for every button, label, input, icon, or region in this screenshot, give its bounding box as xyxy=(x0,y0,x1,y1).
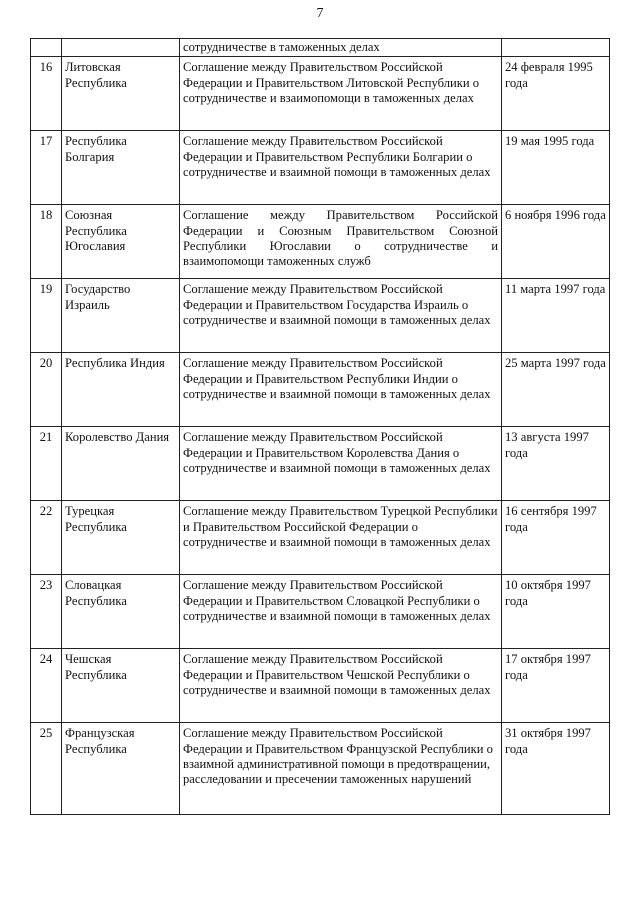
table-row xyxy=(31,501,610,575)
country-cell xyxy=(62,39,180,57)
country-cell: Турецкая Республика xyxy=(62,501,180,575)
row-number: 19 xyxy=(31,279,62,353)
table-row xyxy=(31,575,610,649)
row-number: 16 xyxy=(31,57,62,131)
num-cell xyxy=(31,39,62,57)
date-cell: 17 октября 1997 года xyxy=(502,649,610,723)
country-cell: Чешская Республика xyxy=(62,649,180,723)
country-cell: Литовская Республика xyxy=(62,57,180,131)
row-number: 17 xyxy=(31,131,62,205)
row-number: 22 xyxy=(31,501,62,575)
country-cell: Союзная Республика Югославия xyxy=(62,205,180,279)
row-number: 24 xyxy=(31,649,62,723)
table-row xyxy=(31,131,610,205)
table-row xyxy=(31,723,610,815)
country-cell: Королевство Дания xyxy=(62,427,180,501)
agreement-cell: Соглашение между Правительством Турецкой Республики и Правительством Российской Федерации о сотрудничестве и взаимной помощи в таможенных делах xyxy=(180,501,502,575)
row-number: 21 xyxy=(31,427,62,501)
date-cell: 31 октября 1997 года xyxy=(502,723,610,815)
row-number: 25 xyxy=(31,723,62,815)
country-cell: Республика Индия xyxy=(62,353,180,427)
agreement-cell: Соглашение между Правительством Российской Федерации и Правительством Королевства Дания о сотрудничестве и взаимной помощи в таможенных делах xyxy=(180,427,502,501)
agreement-cell: Соглашение между Правительством Российской Федерации и Правительством Чешской Республики о сотрудничестве и взаимной помощи в таможенных делах xyxy=(180,649,502,723)
agreement-cell: Соглашение между Правительством Российской Федерации и Правительством Республики Индии о сотрудничестве и взаимной помощи в таможенных делах xyxy=(180,353,502,427)
agreement-cell: Соглашение между Правительством Российской Федерации и Правительством Французской Республики о взаимной административной помощи в предотвращении, расследовании и пресечении таможенных нарушений xyxy=(180,723,502,815)
table-row xyxy=(31,205,610,279)
table-row xyxy=(31,57,610,131)
date-cell: 25 марта 1997 года xyxy=(502,353,610,427)
country-cell: Словацкая Республика xyxy=(62,575,180,649)
country-cell: Французская Республика xyxy=(62,723,180,815)
table-row xyxy=(31,427,610,501)
date-cell: 16 сентября 1997 года xyxy=(502,501,610,575)
date-cell: 13 августа 1997 года xyxy=(502,427,610,501)
agreement-cell: Соглашение между Правительством Российской Федерации и Правительством Республики Болгарии о сотрудничестве и взаимной помощи в таможенных делах xyxy=(180,131,502,205)
date-cell xyxy=(502,39,610,57)
agreement-cell: Соглашение между Правительством Российской Федерации и Правительством Государства Израиль о сотрудничестве и взаимной помощи в таможенных делах xyxy=(180,279,502,353)
agreements-table xyxy=(30,38,610,815)
table-row-continuation xyxy=(31,39,610,57)
table-row xyxy=(31,279,610,353)
date-cell: 10 октября 1997 года xyxy=(502,575,610,649)
row-number: 23 xyxy=(31,575,62,649)
page-number: 7 xyxy=(316,6,324,21)
agreement-cell: Соглашение между Правительством Российской Федерации и Правительством Словацкой Республики о сотрудничестве и взаимной помощи в таможенных делах xyxy=(180,575,502,649)
country-cell: Республика Болгария xyxy=(62,131,180,205)
date-cell: 11 марта 1997 года xyxy=(502,279,610,353)
agreement-cell: Соглашение между Правительством Российской Федерации и Союзным Правительством Союзной Республики Югославии о сотрудничестве и взаимопомощи таможенных служб xyxy=(180,205,502,279)
agreement-cell: Соглашение между Правительством Российской Федерации и Правительством Литовской Республики о сотрудничестве и взаимопомощи в таможенных делах xyxy=(180,57,502,131)
date-cell: 6 ноября 1996 года xyxy=(502,205,610,279)
date-cell: 24 февраля 1995 года xyxy=(502,57,610,131)
table-row xyxy=(31,353,610,427)
agreement-cell: сотрудничестве в таможенных делах xyxy=(180,39,502,57)
table-row xyxy=(31,649,610,723)
date-cell: 19 мая 1995 года xyxy=(502,131,610,205)
row-number: 18 xyxy=(31,205,62,279)
country-cell: Государство Израиль xyxy=(62,279,180,353)
row-number: 20 xyxy=(31,353,62,427)
